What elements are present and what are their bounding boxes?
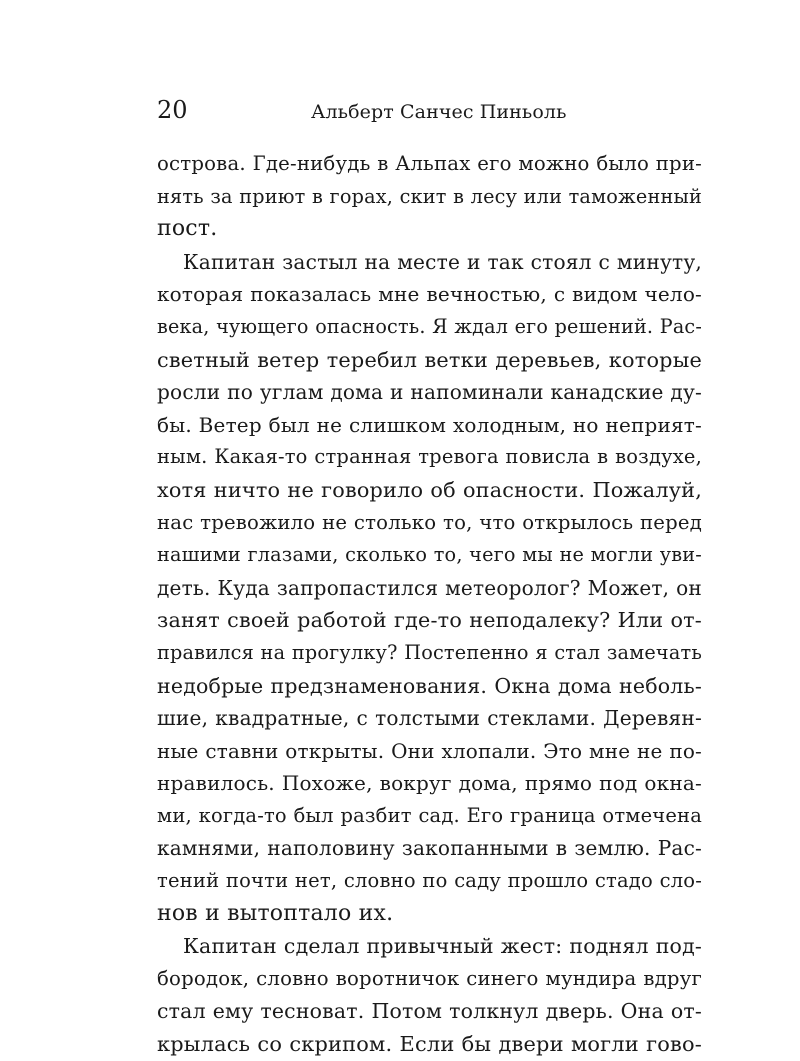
text-line: деть. Куда запропастился метеоролог? Может, он bbox=[157, 575, 702, 600]
text-line: нас тревожило не столько то, что открылось перед bbox=[157, 510, 702, 534]
text-line: крылась со скрипом. Если бы двери могли гово- bbox=[157, 1032, 702, 1057]
text-line: недобрые предзнаменования. Окна дома неболь- bbox=[157, 673, 702, 698]
text-line: шие, квадратные, с толстыми стеклами. Деревян- bbox=[157, 706, 702, 731]
text-line: хотя ничто не говорило об опасности. Пожалуй, bbox=[157, 477, 702, 502]
text-line: камнями, наполовину закопанными в землю. Рас- bbox=[157, 836, 702, 861]
text-line: правился на прогулку? Постепенно я стал замечать bbox=[157, 640, 702, 664]
text-line: нравилось. Похоже, вокруг дома, прямо под окна- bbox=[157, 771, 702, 796]
body-text bbox=[157, 148, 702, 1061]
text-line: века, чующего опасность. Я ждал его решений. Рас- bbox=[157, 314, 702, 338]
text-line: бородок, словно воротничок синего мундира вдруг bbox=[157, 966, 702, 990]
text-line: тений почти нет, словно по саду прошло стадо сло- bbox=[157, 869, 702, 893]
text-line: ным. Какая-то странная тревога повисла в воздухе, bbox=[157, 445, 702, 469]
text-line: светный ветер теребил ветки деревьев, которые bbox=[157, 347, 702, 372]
text-line: Капитан сделал привычный жест: поднял под- bbox=[183, 934, 702, 959]
running-title: Альберт Санчес Пиньоль bbox=[311, 101, 567, 123]
text-line: которая показалась мне вечностью, с видом чело- bbox=[157, 282, 702, 307]
text-line: нов и вытоптало их. bbox=[157, 900, 394, 926]
text-line: стал ему тесноват. Потом толкнул дверь. Она от- bbox=[157, 999, 702, 1024]
text-line: росли по углам дома и напоминали канадские ду- bbox=[157, 380, 702, 405]
text-line: нашими глазами, сколько то, чего мы не могли уви- bbox=[157, 543, 702, 567]
text-line: ми, когда-то был разбит сад. Его граница отмечена bbox=[157, 803, 702, 827]
page-header bbox=[157, 96, 702, 126]
text-line: бы. Ветер был не слишком холодным, но неприят- bbox=[157, 412, 702, 437]
page-number: 20 bbox=[157, 96, 188, 124]
text-line: острова. Где-нибудь в Альпах его можно было при- bbox=[157, 152, 702, 175]
text-line: Капитан застыл на месте и так стоял с минуту, bbox=[183, 249, 702, 274]
text-line: занят своей работой где-то неподалеку? Или от- bbox=[157, 608, 702, 633]
text-line: ные ставни открыты. Они хлопали. Это мне не по- bbox=[157, 738, 702, 763]
text-line: нять за приют в горах, скит в лесу или таможенный bbox=[157, 184, 702, 208]
text-line: пост. bbox=[157, 216, 218, 242]
